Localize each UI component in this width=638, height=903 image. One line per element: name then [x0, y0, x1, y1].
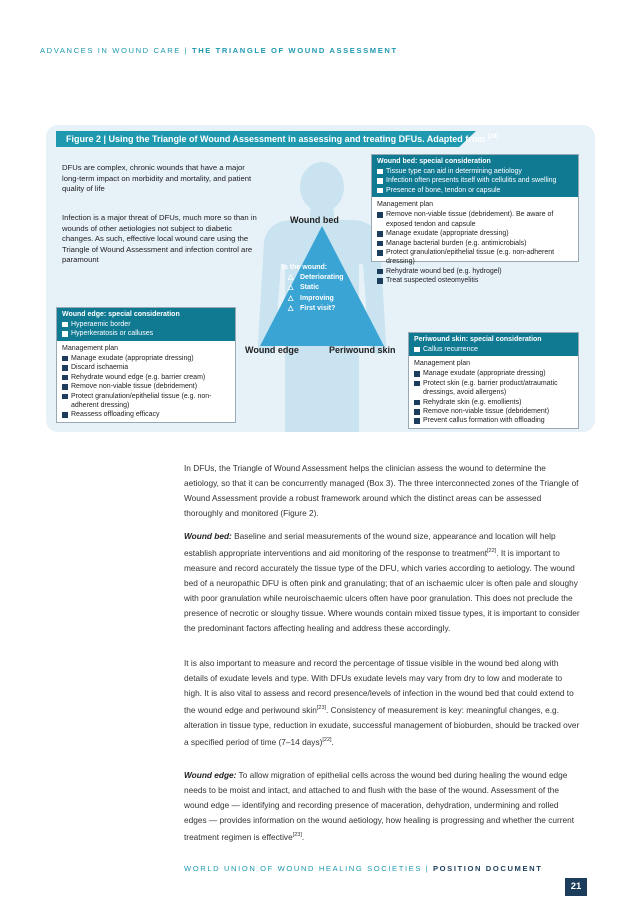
list-item: Prevent callus formation with offloading — [414, 416, 573, 425]
wound-edge-management-plan: Management plan Manage exudate (appropriate dressing) Discard ischaemia Rehydrate wound edge (e.g. barrier cream) Remove non-viable tissue (debridement) Protect granulation/epithelial tissue (e.g. non-adherent dressing) Reassess offloading efficacy — [57, 341, 235, 423]
triangle-outline-icon: △ — [288, 304, 294, 312]
running-header — [40, 46, 398, 55]
triangle-outline-icon: △ — [288, 284, 294, 292]
status-item: △ Deteriorating — [282, 273, 372, 283]
list-item: Callus recurrence — [414, 345, 573, 355]
wound-bed-box — [371, 154, 579, 285]
running-footer — [184, 864, 542, 873]
reference: [23] — [292, 832, 302, 838]
label-wound-bed: Wound bed — [290, 215, 339, 225]
list-item: Manage exudate (appropriate dressing) — [377, 229, 573, 238]
wound-edge-considerations: Wound edge: special consideration Hyperaemic border Hyperkeratosis or calluses — [57, 308, 235, 341]
periwound-management-plan: Management plan Manage exudate (appropriate dressing) Protect skin (e.g. barrier product/atraumatic dressings, avoid allergens) Rehydrate skin (e.g. emollients) Remove non-viable tissue (debridement) Prevent callus formation with offloading — [409, 356, 578, 429]
body-paragraph-intro: In DFUs, the Triangle of Wound Assessment helps the clinician assess the wound to determine the aetiology, so that it can be concurrently managed (Box 3). The three interconnected zones of the Triangle of Wound Assessment provide a robust framework around which the distinct areas can be assessed thoroughly and monitored (Figure 2). — [184, 463, 579, 518]
list-item: Reassess offloading efficacy — [62, 410, 230, 419]
wound-bed-management-plan: Management plan Remove non-viable tissue (debridement). Be aware of exposed tendon and capsule Manage exudate (appropriate dressing) Manage bacterial burden (e.g. antimicrobials) Protect granulation/epithelial tissue (e.g. non-adherent dressing) Rehydrate wound bed (e.g. hydrogel) Treat suspected osteomyelitis — [372, 197, 578, 289]
list-item: Protect skin (e.g. barrier product/atraumatic dressings, avoid allergens) — [414, 379, 573, 398]
label-periwound-skin: Periwound skin — [329, 345, 396, 355]
status-item: △ Improving — [282, 294, 372, 304]
list-item: Rehydrate wound bed (e.g. hydrogel) — [377, 267, 573, 276]
list-item: Manage exudate (appropriate dressing) — [62, 354, 230, 363]
header-series: ADVANCES IN WOUND CARE | — [40, 46, 192, 55]
list-item: Tissue type can aid in determining aetiology — [377, 167, 573, 177]
label-wound-edge: Wound edge — [245, 345, 299, 355]
list-item: Rehydrate wound edge (e.g. barrier cream) — [62, 373, 230, 382]
figure-intro-1: DFUs are complex, chronic wounds that have a major long-term impact on morbidity and mortality, and patient quality of life — [62, 163, 252, 193]
caption-reference: [28] — [487, 134, 499, 140]
wound-edge-box — [56, 307, 236, 423]
list-item: Presence of bone, tendon or capsule — [377, 186, 573, 196]
reference: [22] — [322, 736, 332, 743]
reference: [22] — [487, 548, 497, 554]
list-item: Rehydrate skin (e.g. emollients) — [414, 398, 573, 407]
list-item: Protect granulation/epithelial tissue (e.g. non-adherent dressing) — [62, 392, 230, 411]
page-number: 21 — [565, 878, 587, 896]
periwound-skin-box — [408, 332, 579, 429]
list-item: Infection often presents itself with cellulitis and swelling — [377, 176, 573, 186]
list-item: Treat suspected osteomyelitis — [377, 276, 573, 285]
list-item: Remove non-viable tissue (debridement) — [62, 382, 230, 391]
list-item: Protect granulation/epithelial tissue (e.g. non-adherent dressing) — [377, 248, 573, 267]
header-title: THE TRIANGLE OF WOUND ASSESSMENT — [191, 46, 398, 55]
list-item: Hyperaemic border — [62, 320, 230, 330]
triangle-outline-icon: △ — [288, 274, 294, 282]
list-item: Manage exudate (appropriate dressing) — [414, 369, 573, 378]
triangle-outline-icon: △ — [288, 294, 294, 302]
status-title: Is the wound: — [282, 264, 328, 271]
wound-bed-considerations: Wound bed: special consideration Tissue type can aid in determining aetiology Infection often presents itself with cellulitis and swelling Presence of bone, tendon or capsule — [372, 155, 578, 197]
footer-doc-type: POSITION DOCUMENT — [433, 864, 543, 873]
reference: [23] — [316, 705, 327, 711]
figure-caption — [56, 131, 499, 147]
paragraph-lead: Wound bed: — [184, 531, 232, 541]
caption-text: Figure 2 | Using the Triangle of Wound Assessment in assessing and treating DFUs. Adapted from [28] — [66, 134, 499, 144]
status-item: △ First visit? — [282, 304, 372, 314]
body-paragraph-wound-bed: Wound bed: Baseline and serial measurements of the wound size, appearance and location will help establish appropriate interventions and aid monitoring of the response to treatment[22]. It is important to measure and record accurately the tissue type of the DFU, which varies according to aetiology. The wound bed of a neuropathic DFU is often pink and granulating; that of an ischaemic ulcer is often pale and sloughy with poor granulation while neuroischaemic ulcers often have poor granulation. This does not preclude the presence of necrotic or sloughy tissue. Where wounds contain mixed tissue types, it is important to consider the predominant factors affecting healing and address these accordingly. — [184, 531, 580, 633]
footer-org: WORLD UNION OF WOUND HEALING SOCIETIES | — [184, 864, 433, 873]
status-item: △ Static — [282, 283, 372, 293]
body-paragraph-wound-edge: Wound edge: To allow migration of epithelial cells across the wound bed during healing the wound edge needs to be moist and intact, and attached to and flush with the base of the wound. Assessment of the wound edge — identifying and recording presence of maceration, dehydration, undermining and rolled edges — provides information on the wound aetiology, how healing is progressing and whether the current treatment regimen is effective[23]. — [184, 770, 575, 842]
body-paragraph-measurement: It is also important to measure and record the percentage of tissue visible in the wound bed along with details of exudate levels and type. With DFUs exudate levels may vary from dry to low and moderate to high. It is also vital to assess and record presence/levels of infection in the wound bed that could extend to the wound edge and periwound skin[23]. Consistency of measurement is key: meaningful changes, e.g. alteration in tissue type, reduction in exudate, successful management of bioburden, should be tracked over a specified period of time (7–14 days)[22]. — [184, 658, 580, 747]
figure-intro-2: Infection is a major threat of DFUs, much more so than in wounds of other aetiologies not subject to diabetic changes. As such, effective local wound care using the Triangle of Wound Assessment and infection control are paramount — [62, 213, 257, 264]
periwound-considerations: Periwound skin: special consideration Callus recurrence — [409, 333, 578, 356]
wound-status-list — [282, 263, 372, 314]
list-item: Discard ischaemia — [62, 363, 230, 372]
paragraph-lead: Wound edge: — [184, 770, 237, 780]
list-item: Hyperkeratosis or calluses — [62, 329, 230, 339]
list-item: Manage bacterial burden (e.g. antimicrobials) — [377, 239, 573, 248]
list-item: Remove non-viable tissue (debridement) — [414, 407, 573, 416]
list-item: Remove non-viable tissue (debridement). Be aware of exposed tendon and capsule — [377, 210, 573, 229]
